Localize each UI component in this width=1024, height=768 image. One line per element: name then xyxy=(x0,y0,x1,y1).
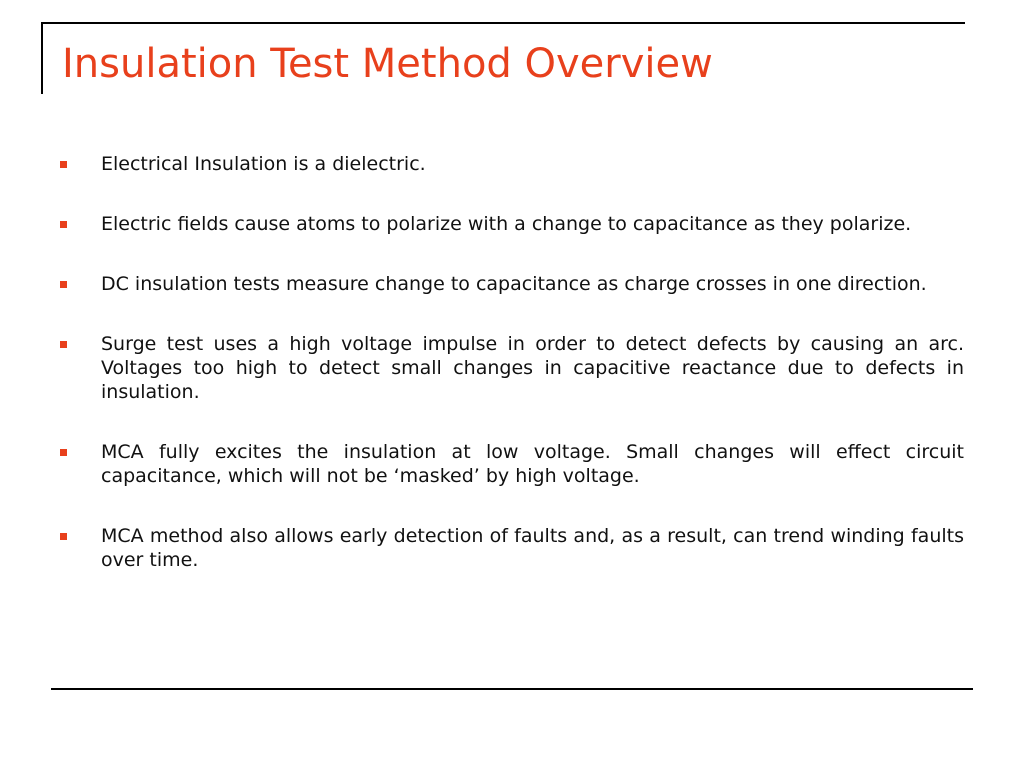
square-bullet-icon xyxy=(60,281,67,288)
bullet-item xyxy=(60,440,964,488)
square-bullet-icon xyxy=(60,341,67,348)
bullet-text: Electrical Insulation is a dielectric. xyxy=(101,153,426,175)
square-bullet-icon xyxy=(60,449,67,456)
bullet-item xyxy=(60,212,964,236)
bullet-item xyxy=(60,272,964,296)
bullet-list xyxy=(60,152,964,608)
bullet-item xyxy=(60,332,964,404)
square-bullet-icon xyxy=(60,161,67,168)
slide-title: Insulation Test Method Overview xyxy=(62,41,713,87)
square-bullet-icon xyxy=(60,533,67,540)
bullet-text: MCA fully excites the insulation at low voltage. Small changes will effect circuit capacitance, which will not be ‘masked’ by high voltage. xyxy=(101,441,964,487)
bullet-text: MCA method also allows early detection of faults and, as a result, can trend winding faults over time. xyxy=(101,525,964,571)
top-border-line xyxy=(43,22,965,24)
bullet-item xyxy=(60,152,964,176)
square-bullet-icon xyxy=(60,221,67,228)
bullet-text: Electric fields cause atoms to polarize with a change to capacitance as they polarize. xyxy=(101,213,912,235)
bottom-border-line xyxy=(51,688,973,690)
bullet-text: Surge test uses a high voltage impulse in order to detect defects by causing an arc. Voltages too high to detect small changes in capacitive reactance due to defects in insulation. xyxy=(101,333,964,403)
bullet-text: DC insulation tests measure change to capacitance as charge crosses in one direction. xyxy=(101,273,927,295)
bullet-item xyxy=(60,524,964,572)
left-border-line xyxy=(41,22,43,94)
